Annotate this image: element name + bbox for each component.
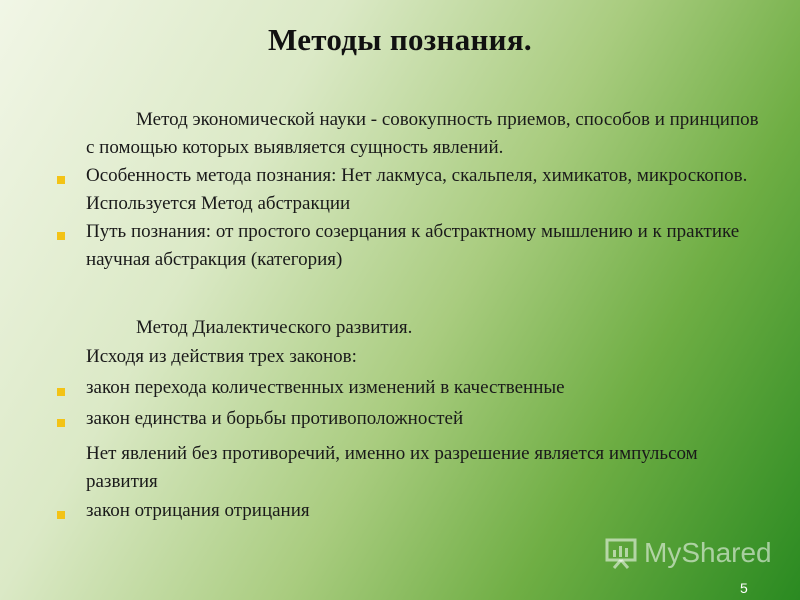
presentation-board-icon: [604, 536, 638, 570]
paragraph-feature: Особенность метода познания: Нет лакмуса, скальпеля, химикатов, микроскопов. Используется Метод абстракции: [86, 165, 748, 214]
page-number: 5: [740, 580, 748, 596]
paragraph-path: Путь познания: от простого созерцания к абстрактному мышлению и к практике научная абстракция (категория): [86, 221, 740, 270]
bullet-icon: [57, 176, 65, 184]
paragraph-law-2: закон единства и борьбы противоположностей: [86, 408, 464, 429]
bullet-icon: [57, 232, 65, 240]
paragraph-law-1: закон перехода количественных изменений в качественные: [86, 377, 565, 398]
paragraph-contradictions: Нет явлений без противоречий, именно их разрешение является импульсом развития: [86, 443, 698, 492]
watermark-logo: [604, 533, 772, 573]
paragraph-law-3: закон отрицания отрицания: [86, 500, 310, 521]
paragraph-laws-intro: Исходя из действия трех законов:: [86, 346, 357, 367]
bullet-icon: [57, 419, 65, 427]
bullet-icon: [57, 511, 65, 519]
paragraph-method-definition: Метод экономической науки - совокупность приемов, способов и принципов с помощью которых выявляется сущность явлений.: [86, 109, 759, 158]
watermark-text: MyShared: [644, 537, 772, 568]
bullet-icon: [57, 388, 65, 396]
slide-title: Методы познания.: [268, 22, 532, 57]
paragraph-dialectic: Метод Диалектического развития.: [136, 317, 413, 338]
